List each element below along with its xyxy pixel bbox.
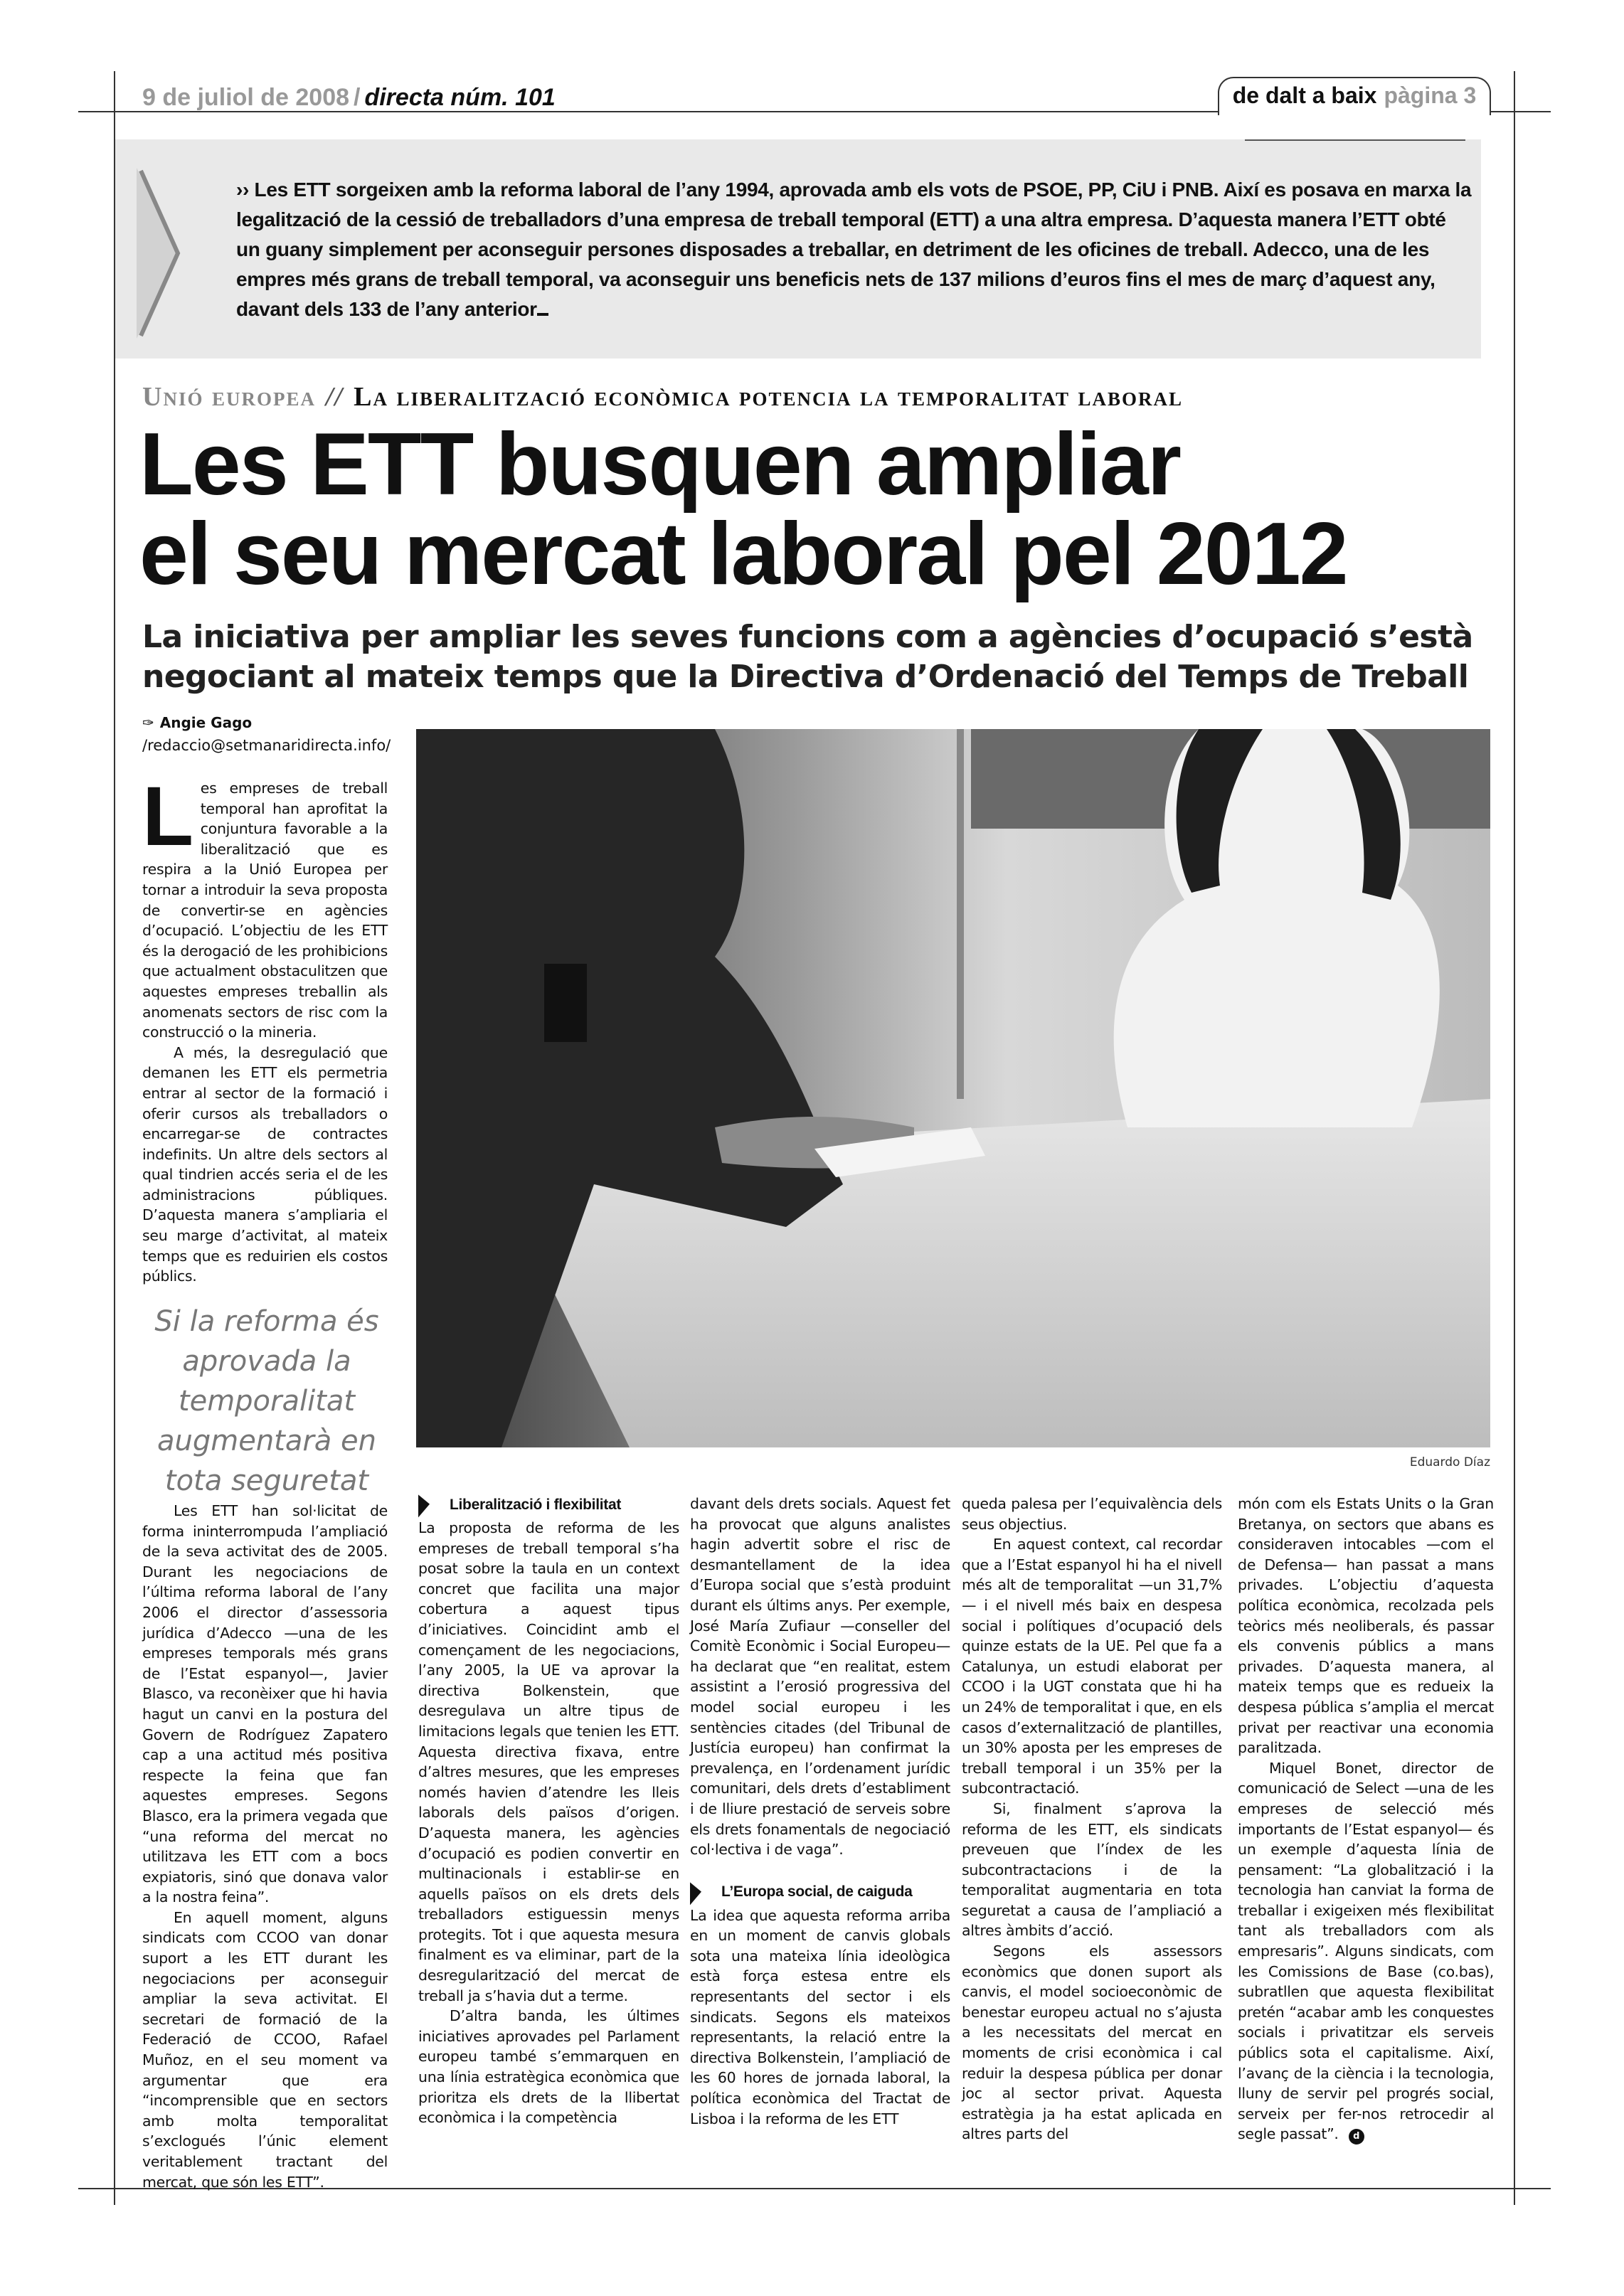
column-5 — [1238, 1494, 1494, 2144]
subhead-line-2: negociant al mateix temps que la Directiva d’Ordenació del Temps de Treball — [142, 659, 1469, 695]
kicker-section: Unió europea — [142, 382, 316, 412]
drop-cap: L — [142, 770, 193, 863]
photo-credit: Eduardo Díaz — [1409, 1455, 1490, 1469]
subhead-line-1: La iniciativa per ampliar les seves funcions com a agències d’ocupació s’està — [142, 619, 1473, 655]
author-email[interactable]: /redaccio@setmanaridirecta.info/ — [142, 737, 391, 754]
headline-line-2: el seu mercat laboral pel 2012 — [139, 505, 1347, 603]
col3-paragraph-1: davant dels drets socials. Aquest fet ha provocat que alguns analistes hagin advertit sobre el risc de desmantellament de la idea d’Europa social que s’està produint durant els últims anys. Per exemple, José María Zufiaur —conseller del Comitè Econòmic i Social Europeu— ha declarat que “en realitat, estem assistint a l’erosió progressiva del model social europeu i les sentències citades (del Tribunal de Justícia europeu) han confirmat la prevalença, en l’ordenament jurídic comunitari, dels drets d’establiment i de lliure prestació de serveis sobre els drets fonamentals de negociació col·lectiva i de vaga”. — [690, 1495, 950, 1859]
col1-paragraph-1: Les ETT han sol·licitat de forma ininterrompuda l’ampliació de la seva activitat des de 2005. Durant les negociacions de l’última reforma laboral de l’any 2006 el director d’assessoria jurídica d’Adecco —una de les empreses temporals més grans de l’Estat espanyol—, Javier Blasco, va reconèixer que hi havia hagut un canvi en la postura del Govern de Rodríguez Zapatero cap a una actitud més positiva respecte la feina que fan aquestes empreses. Segons Blasco, era la primera vegada que “una reforma del mercat no utilitzava les ETT com a bocs expiatoris, sinó que donava valor a la nostra feina”. — [142, 1502, 388, 1906]
col5-paragraph-1: món com els Estats Units o la Gran Bretanya, on sectors que abans es consideraven intocables —com el de Defensa— han passat a mans privades. L’objectiu d’aquesta política econòmica, recolzada pels teòrics més neoliberals, és passar els convenis públics a mans privades. D’aquesta manera, al mateix temps que es redueix la despesa pública s’amplia el mercat privat per reactivar una economia paralitzada. — [1238, 1495, 1494, 1757]
section-tab — [1218, 77, 1491, 115]
col3-paragraph-2: La idea que aquesta reforma arriba en un moment de canvis globals sota una mateixa línia ideològica està força estesa entre els representants del sector i els sindicats. Segons els mateixos representants, la relació entre la directiva Bolkenstein, l’ampliació de les 60 hores de jornada laboral, la política econòmica del Tractat de Lisboa i la reforma de les ETT — [690, 1906, 950, 2127]
section-subhead — [418, 1494, 679, 1516]
subhead-text: L’Europa social, de caiguda — [721, 1883, 913, 1901]
col2-paragraph-2: D’altra banda, les últimes iniciatives aprovades pel Parlament europeu també s’emmarquen en una línia estratègica econòmica que prioritza els drets de la llibertat econòmica i la competència — [418, 2007, 679, 2127]
triangle-marker-icon — [418, 1493, 430, 1518]
col4-paragraph-2: En aquest context, cal recordar que a l’Estat espanyol hi ha el nivell més alt de temporalitat —un 31,7%— i el nivell més baix en despesa social i polítiques d’ocupació dels quinze estats de la UE. Pel que fa a Catalunya, un estudi elaborat per CCOO i la UGT constata que hi ha un 24% de temporalitat i que, en els casos d’externalització de plantilles, un 30% aposta per les empreses de treball temporal i un 35% per la subcontractació. — [962, 1536, 1222, 1797]
col4-paragraph-3: Si, finalment s’aprova la reforma de les ETT, els sindicats preveuen que l’índex de les subcontractacions i de la temporalitat augmentaria en tota seguretat a causa de l’ampliació a altres àmbits d’acció. — [962, 1800, 1222, 1940]
photo-pen-holder — [544, 964, 587, 1042]
page-number: pàgina 3 — [1384, 83, 1477, 108]
col2-paragraph-1: La proposta de reforma de les empreses de treball temporal s’ha posat sobre la taula en un context concret que facilita una major cobertura a aquest tipus d’iniciatives. Coincidint amb el començament de les negociacions, l’any 2005, la UE va aprovar la directiva Bolkenstein, que desregulava un altre tipus de limitacions legals que tenien les ETT. Aquesta directiva fixava, entre d’altres mesures, que les empreses només havien d’atendre les lleis laborals dels països d’origen. D’aquesta manera, les agències d’ocupació es podien convertir en multinacionals i establir-se en aquells països on els drets dels treballadors estiguessin menys protegits. Tot i que aquesta mesura finalment es va eliminar, part de la desregularització del mercat de treball ja s’havia dut a terme. — [418, 1519, 679, 2004]
section-subhead — [690, 1881, 950, 1904]
col4-paragraph-1: queda palesa per l’equivalència dels seus objectius. — [962, 1495, 1222, 1533]
triangle-marker-icon — [690, 1880, 701, 1905]
issue-date: 9 de juliol de 2008 — [142, 84, 350, 111]
col1-paragraph-2: En aquell moment, alguns sindicats com CCOO van donar suport a les ETT durant les negociacions per aconseguir ampliar la seva activitat. El secretari de formació de la Federació de CCOO, Rafael Muñoz, en el seu moment va argumentar que era “incomprensible que en sectors amb molta temporalitat s’exclogués l’únic element veritablement tractant del mercat, que són les ETT”. — [142, 1908, 388, 2191]
col5-paragraph-2 — [1238, 1758, 1494, 2145]
header-separator: / — [354, 84, 361, 111]
byline — [142, 714, 391, 754]
pen-arrow-icon: ✑ — [142, 714, 154, 731]
issue-number: directa núm. 101 — [364, 84, 556, 111]
tab-underline — [1245, 139, 1465, 141]
kicker — [142, 381, 1183, 413]
left-margin-rule — [114, 71, 115, 2205]
column-2 — [418, 1494, 679, 2128]
kicker-topic: La liberalització econòmica potencia la temporalitat laboral — [354, 382, 1184, 412]
col5-p2-text: Miquel Bonet, director de comunicació de Select —una de les empreses de selecció més importants de l’Estat espanyol— és un exemple d’aquesta línia de pensament: “La globalització i la tecnologia han canviat la forma de treballar i exigeixen més flexibilitat tant als treballadors com als empresaris”. Alguns sindicats, com les Comissions de Base (co.bas), subratllen que aquesta flexibilitat pretén “acabar amb les conquestes socials i privatitzar els serveis públics sota el capitalisme. Així, l’avanç de la ciència i la tecnologia, lluny de servir pel progrés social, serveix per fer-nos retrocedir al segle passat”. — [1238, 1759, 1494, 2143]
kicker-separator: // — [325, 382, 344, 412]
col4-paragraph-4: Segons els assessors econòmics que donen suport als canvis, el model socioeconòmic de benestar europeu actual no s’ajusta a les necessitats del mercat en moments de crisi econòmica i cal reduir la despesa pública per donar joc al sector privat. Aquesta estratègia ja ha estat aplicada en altres parts del — [962, 1942, 1222, 2143]
headline-line-1: Les ETT busquen ampliar — [139, 415, 1180, 514]
intro-column — [142, 770, 388, 1287]
intro-p1-text: es empreses de treball temporal han aprofitat la conjuntura favorable a la liberalització que es respira a la Unió Europea per tornar a introduir la seva proposta de convertir-se en agències d’ocupació. L’objectiu de les ETT és la derogació de les prohibicions que actualment obstaculitzen que aquestes empreses treballin als anomenats sectors de risc com la construcció o la mineria. — [142, 780, 388, 1041]
section-name: de dalt a baix — [1232, 83, 1377, 108]
column-3 — [690, 1494, 950, 2129]
column-1 — [142, 1501, 388, 2192]
subheadline — [142, 617, 1473, 697]
column-4 — [962, 1494, 1222, 2144]
subhead-text: Liberalització i flexibilitat — [450, 1496, 622, 1513]
right-margin-rule — [1514, 71, 1515, 2205]
page-header-left — [142, 84, 556, 112]
summary-box — [115, 139, 1481, 358]
article-photo — [416, 729, 1490, 1447]
summary-text — [236, 175, 1474, 324]
chevron-arrow-icon — [132, 168, 182, 339]
pull-quote: Si la reforma és aprovada la temporalitat augmentarà en tota seguretat — [154, 1305, 379, 1497]
summary-body: ›› Les ETT sorgeixen amb la reforma laboral de l’any 1994, aprovada amb els vots de PSOE, PP, CiU i PNB. Així es posava en marxa la legalització de la cessió de treballadors d’una empresa de treball temporal (ETT) a una altra empresa. D’aquesta manera l’ETT obté un guany simplement per aconseguir persones disposades a treballar, en detriment de les oficines de treball. Adecco, una de les empres més grans de treball temporal, va aconseguir uns beneficis nets de 137 milions d’euros fins el mes de març d’aquest any, davant dels 133 de l’any anterior — [236, 179, 1472, 320]
end-of-article-logo-icon: d — [1349, 2129, 1364, 2144]
author-name: Angie Gago — [159, 714, 253, 731]
intro-paragraph-2: A més, la desregulació que demanen les ETT els permetria entrar al sector de la formació i oferir cursos als treballadors o encarregar-se de contractes indefinits. Un altre dels sectors al qual tindrien accés seria el de les administracions públiques. D’aquesta manera s’ampliaria el seu marge d’activitat, al mateix temps que es reduirien els costos públics. — [142, 1043, 388, 1285]
headline — [139, 415, 1347, 603]
intro-paragraph-1 — [142, 770, 388, 1043]
end-cursor — [537, 313, 548, 316]
